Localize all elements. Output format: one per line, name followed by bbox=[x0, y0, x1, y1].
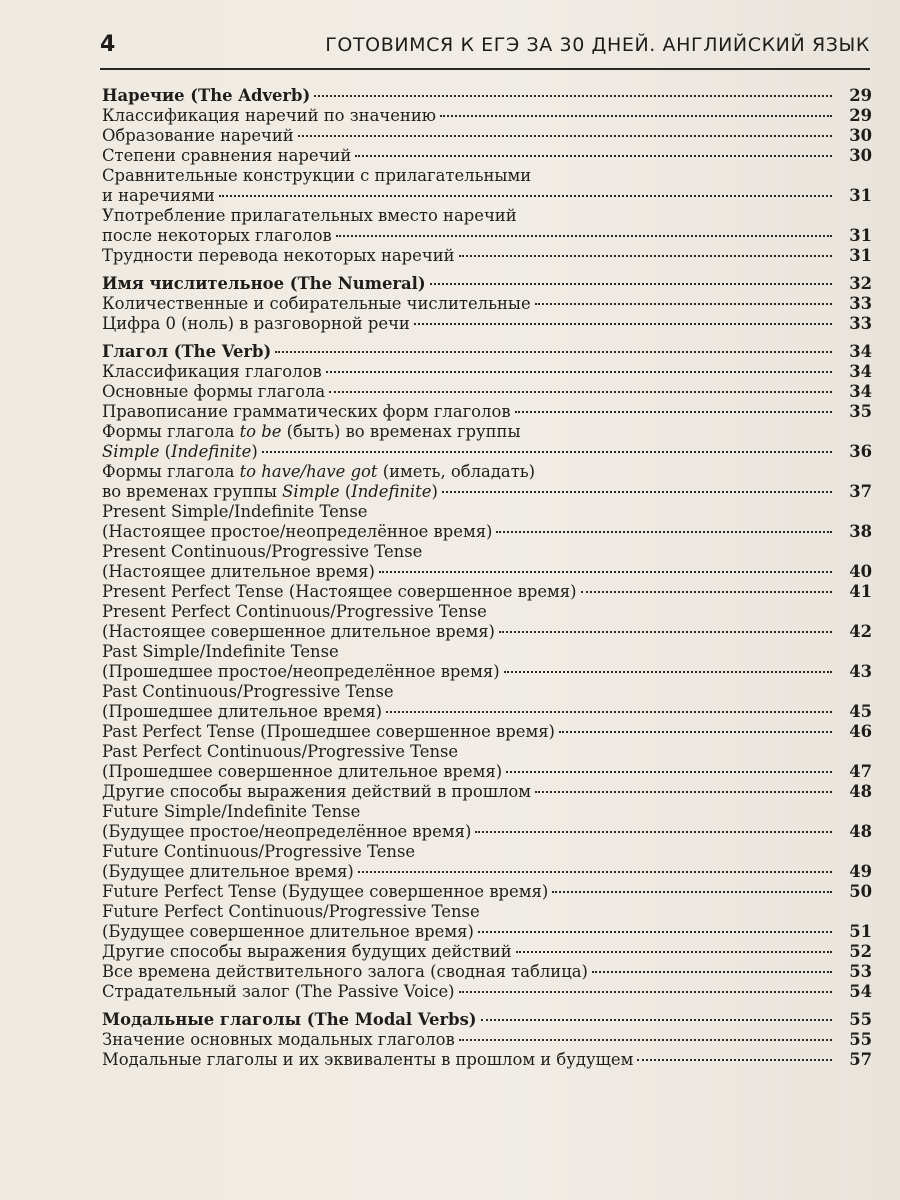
entry-text: (Будущее длительное время) bbox=[102, 862, 354, 881]
entry-text: (Будущее простое/неопределённое время) bbox=[102, 822, 472, 841]
dot-leader bbox=[637, 1059, 832, 1061]
dot-leader bbox=[326, 371, 832, 373]
page-ref: 51 bbox=[849, 922, 872, 941]
toc-entry-line bbox=[102, 802, 872, 822]
toc-entry-line bbox=[102, 882, 872, 902]
toc-entry-line bbox=[102, 982, 872, 1002]
dot-leader bbox=[535, 791, 832, 793]
entry-text: Past Simple/Indefinite Tense bbox=[102, 642, 339, 661]
page-ref: 49 bbox=[849, 862, 872, 881]
toc-entry-line bbox=[102, 106, 872, 126]
dot-leader bbox=[386, 711, 832, 713]
entry-text: Страдательный залог (The Passive Voice) bbox=[102, 982, 455, 1001]
toc-section bbox=[102, 274, 872, 334]
toc-entry-line bbox=[102, 562, 872, 582]
page-ref: 48 bbox=[849, 782, 872, 801]
toc-entry-line bbox=[102, 206, 872, 226]
page-ref: 36 bbox=[849, 442, 872, 461]
toc-entry-line bbox=[102, 462, 872, 482]
entry-text: Формы глагола to have/have got (иметь, обладать) bbox=[102, 462, 536, 481]
dot-leader bbox=[440, 115, 832, 117]
dot-leader bbox=[298, 135, 832, 137]
toc-entry-line bbox=[102, 542, 872, 562]
entry-text: Классификация глаголов bbox=[102, 362, 322, 381]
page-ref: 52 bbox=[849, 942, 872, 961]
entry-text: Все времена действительного залога (сводная таблица) bbox=[102, 962, 588, 981]
toc-entry-line bbox=[102, 742, 872, 762]
table-of-contents bbox=[102, 86, 872, 1078]
entry-text: Формы глагола to be (быть) во временах группы bbox=[102, 422, 521, 441]
page-ref: 47 bbox=[849, 762, 872, 781]
toc-entry-line bbox=[102, 942, 872, 962]
toc-entry-line bbox=[102, 662, 872, 682]
page-ref: 31 bbox=[849, 186, 872, 205]
dot-leader bbox=[358, 871, 832, 873]
dot-leader bbox=[506, 771, 832, 773]
page-ref: 40 bbox=[849, 562, 872, 581]
page-ref: 57 bbox=[849, 1050, 872, 1069]
dot-leader bbox=[552, 891, 832, 893]
dot-leader bbox=[379, 571, 832, 573]
entry-text: и наречиями bbox=[102, 186, 215, 205]
dot-leader bbox=[592, 971, 832, 973]
toc-section-heading bbox=[102, 86, 872, 106]
section-title: Глагол (The Verb) bbox=[102, 342, 272, 361]
page-ref: 45 bbox=[849, 702, 872, 721]
page-ref: 37 bbox=[849, 482, 872, 501]
dot-leader bbox=[535, 303, 832, 305]
entry-text: Употребление прилагательных вместо наречий bbox=[102, 206, 517, 225]
toc-entry-line bbox=[102, 246, 872, 266]
entry-text: (Настоящее длительное время) bbox=[102, 562, 375, 581]
entry-text: (Прошедшее простое/неопределённое время) bbox=[102, 662, 500, 681]
page-ref: 29 bbox=[849, 86, 872, 105]
toc-entry-line bbox=[102, 294, 872, 314]
page-ref: 30 bbox=[849, 146, 872, 165]
entry-text: Simple (Indefinite) bbox=[102, 442, 258, 461]
dot-leader bbox=[499, 631, 832, 633]
dot-leader bbox=[515, 411, 832, 413]
entry-text: (Будущее совершенное длительное время) bbox=[102, 922, 474, 941]
page-ref: 32 bbox=[849, 274, 872, 293]
entry-text: Past Perfect Continuous/Progressive Tense bbox=[102, 742, 459, 761]
entry-text: Другие способы выражения будущих действий bbox=[102, 942, 512, 961]
toc-entry-line bbox=[102, 1030, 872, 1050]
toc-entry-line bbox=[102, 362, 872, 382]
dot-leader bbox=[329, 391, 832, 393]
page-ref: 31 bbox=[849, 226, 872, 245]
toc-entry-line bbox=[102, 1050, 872, 1070]
entry-text: Past Continuous/Progressive Tense bbox=[102, 682, 394, 701]
entry-text: после некоторых глаголов bbox=[102, 226, 332, 245]
toc-entry-line bbox=[102, 962, 872, 982]
page-ref: 30 bbox=[849, 126, 872, 145]
dot-leader bbox=[475, 831, 832, 833]
page-ref: 33 bbox=[849, 314, 872, 333]
page-ref: 43 bbox=[849, 662, 872, 681]
toc-entry-line bbox=[102, 126, 872, 146]
entry-text: во временах группы Simple (Indefinite) bbox=[102, 482, 438, 501]
toc-entry-line bbox=[102, 902, 872, 922]
section-title: Наречие (The Adverb) bbox=[102, 86, 311, 105]
toc-entry-line bbox=[102, 166, 872, 186]
page-ref: 29 bbox=[849, 106, 872, 125]
dot-leader bbox=[478, 931, 832, 933]
toc-section bbox=[102, 342, 872, 1002]
page-ref: 38 bbox=[849, 522, 872, 541]
page-ref: 55 bbox=[849, 1030, 872, 1049]
entry-text: (Прошедшее длительное время) bbox=[102, 702, 383, 721]
toc-entry-line bbox=[102, 922, 872, 942]
dot-leader bbox=[459, 1039, 832, 1041]
dot-leader bbox=[442, 491, 832, 493]
entry-text: (Настоящее совершенное длительное время) bbox=[102, 622, 495, 641]
toc-entry-line bbox=[102, 782, 872, 802]
entry-text: Образование наречий bbox=[102, 126, 294, 145]
toc-entry-line bbox=[102, 602, 872, 622]
dot-leader bbox=[504, 671, 832, 673]
page-ref: 54 bbox=[849, 982, 872, 1001]
toc-entry-line bbox=[102, 702, 872, 722]
entry-text: Модальные глаголы и их эквиваленты в прошлом и будущем bbox=[102, 1050, 634, 1069]
toc-section-heading bbox=[102, 274, 872, 294]
entry-text: Количественные и собирательные числительные bbox=[102, 294, 531, 313]
dot-leader bbox=[262, 451, 832, 453]
entry-text: (Прошедшее совершенное длительное время) bbox=[102, 762, 503, 781]
toc-entry-line bbox=[102, 422, 872, 442]
section-title: Имя числительное (The Numeral) bbox=[102, 274, 426, 293]
page-ref: 34 bbox=[849, 342, 872, 361]
toc-entry-line bbox=[102, 226, 872, 246]
page-ref: 33 bbox=[849, 294, 872, 313]
toc-entry-line bbox=[102, 522, 872, 542]
entry-text: (Настоящее простое/неопределённое время) bbox=[102, 522, 493, 541]
page-ref: 31 bbox=[849, 246, 872, 265]
entry-text: Трудности перевода некоторых наречий bbox=[102, 246, 455, 265]
page-number: 4 bbox=[100, 32, 116, 57]
entry-text: Правописание грамматических форм глаголов bbox=[102, 402, 511, 421]
entry-text: Значение основных модальных глаголов bbox=[102, 1030, 455, 1049]
dot-leader bbox=[314, 95, 832, 97]
toc-section-heading bbox=[102, 1010, 872, 1030]
dot-leader bbox=[355, 155, 832, 157]
page-ref: 34 bbox=[849, 382, 872, 401]
dot-leader bbox=[559, 731, 832, 733]
toc-entry-line bbox=[102, 482, 872, 502]
toc-entry-line bbox=[102, 382, 872, 402]
toc-entry-line bbox=[102, 186, 872, 206]
dot-leader bbox=[414, 323, 832, 325]
entry-text: Сравнительные конструкции с прилагательными bbox=[102, 166, 532, 185]
dot-leader bbox=[459, 255, 832, 257]
dot-leader bbox=[219, 195, 832, 197]
dot-leader bbox=[516, 951, 832, 953]
dot-leader bbox=[430, 283, 832, 285]
entry-text: Основные формы глагола bbox=[102, 382, 326, 401]
toc-section bbox=[102, 1010, 872, 1070]
dot-leader bbox=[581, 591, 832, 593]
entry-text: Другие способы выражения действий в прошлом bbox=[102, 782, 531, 801]
entry-text: Классификация наречий по значению bbox=[102, 106, 437, 125]
entry-text: Present Perfect Tense (Настоящее совершенное время) bbox=[102, 582, 577, 601]
toc-entry-line bbox=[102, 622, 872, 642]
entry-text: Future Perfect Continuous/Progressive Tense bbox=[102, 902, 480, 921]
toc-entry-line bbox=[102, 682, 872, 702]
page-ref: 41 bbox=[849, 582, 872, 601]
dot-leader bbox=[481, 1019, 832, 1021]
toc-entry-line bbox=[102, 642, 872, 662]
page-ref: 35 bbox=[849, 402, 872, 421]
toc-entry-line bbox=[102, 842, 872, 862]
toc-entry-line bbox=[102, 502, 872, 522]
toc-section bbox=[102, 86, 872, 266]
entry-text: Present Continuous/Progressive Tense bbox=[102, 542, 423, 561]
entry-text: Future Simple/Indefinite Tense bbox=[102, 802, 361, 821]
entry-text: Present Simple/Indefinite Tense bbox=[102, 502, 368, 521]
page-ref: 48 bbox=[849, 822, 872, 841]
page-ref: 46 bbox=[849, 722, 872, 741]
toc-entry-line bbox=[102, 314, 872, 334]
page-ref: 53 bbox=[849, 962, 872, 981]
entry-text: Future Continuous/Progressive Tense bbox=[102, 842, 416, 861]
page-ref: 55 bbox=[849, 1010, 872, 1029]
dot-leader bbox=[275, 351, 832, 353]
toc-entry-line bbox=[102, 582, 872, 602]
dot-leader bbox=[496, 531, 832, 533]
toc-entry-line bbox=[102, 862, 872, 882]
page-ref: 34 bbox=[849, 362, 872, 381]
toc-entry-line bbox=[102, 722, 872, 742]
entry-text: Future Perfect Tense (Будущее совершенное время) bbox=[102, 882, 549, 901]
page-ref: 50 bbox=[849, 882, 872, 901]
header-rule bbox=[100, 68, 870, 70]
page-header bbox=[100, 30, 870, 60]
entry-text: Цифра 0 (ноль) в разговорной речи bbox=[102, 314, 410, 333]
entry-text: Степени сравнения наречий bbox=[102, 146, 352, 165]
toc-section-heading bbox=[102, 342, 872, 362]
toc-entry-line bbox=[102, 762, 872, 782]
dot-leader bbox=[336, 235, 832, 237]
entry-text: Past Perfect Tense (Прошедшее совершенное время) bbox=[102, 722, 555, 741]
dot-leader bbox=[459, 991, 832, 993]
entry-text: Present Perfect Continuous/Progressive Tense bbox=[102, 602, 487, 621]
section-title: Модальные глаголы (The Modal Verbs) bbox=[102, 1010, 477, 1029]
toc-entry-line bbox=[102, 442, 872, 462]
running-title: ГОТОВИМСЯ К ЕГЭ ЗА 30 ДНЕЙ. АНГЛИЙСКИЙ ЯЗЫК bbox=[325, 34, 870, 56]
toc-entry-line bbox=[102, 402, 872, 422]
page-ref: 42 bbox=[849, 622, 872, 641]
toc-entry-line bbox=[102, 146, 872, 166]
toc-entry-line bbox=[102, 822, 872, 842]
